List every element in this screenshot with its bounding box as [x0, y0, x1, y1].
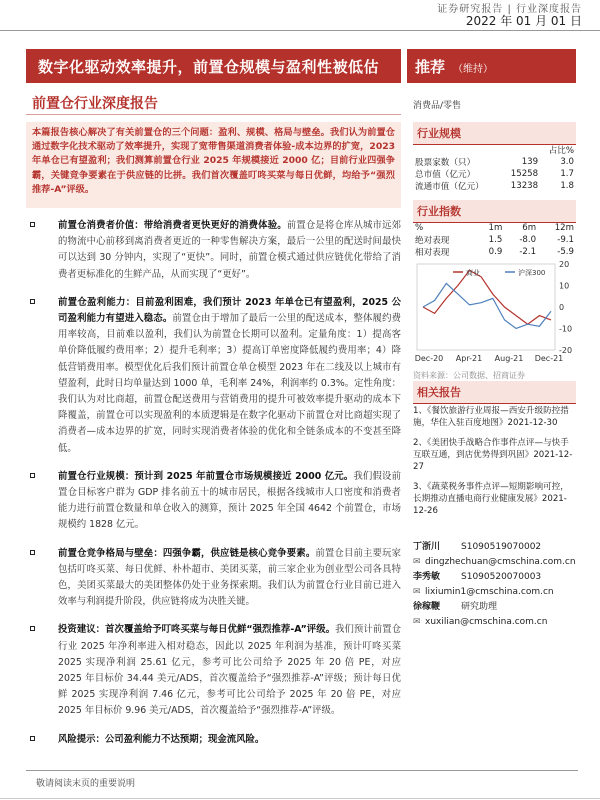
- bullet-text: 我们假设前置仓目标客户群为 GDP 排名前五十的城市居民，根据各线城市人口密度和消费者能力进行前置仓数量和单仓收入的测算，预计 2025 年全国 4642 个前置仓，市场规模约 1828 亿元。: [58, 470, 401, 531]
- legend-label: 沪深300: [518, 269, 546, 277]
- index-cell: 1.5: [488, 235, 503, 245]
- related-report-link[interactable]: 3、《蔬菜税务事件点评—短期影响可控，长期推动直播电商行业健康发展》2021-12-26: [413, 482, 569, 516]
- scale-label: 总市值（亿元）: [415, 170, 476, 180]
- page-bottom-line: [0, 798, 600, 799]
- scale-label: 股票家数（只）: [415, 158, 476, 168]
- analyst-block: [413, 570, 576, 600]
- bullet-lead: 风险提示：公司盈利能力不达预期；现金流风险。: [58, 733, 265, 745]
- x-tick-label: Dec-20: [414, 354, 444, 363]
- analyst-name: 丁浙川: [413, 542, 441, 552]
- bullet-square-icon: [30, 736, 35, 741]
- analyst-name: 徐稼鞭: [413, 602, 441, 612]
- footer-divider: [26, 770, 578, 771]
- email-icon: ✉: [413, 617, 421, 627]
- bullet-square-icon: [30, 473, 35, 478]
- scale-value: 15258: [510, 169, 539, 179]
- series-line-industry: [423, 270, 551, 324]
- chart-source: 资料来源：公司数据、招商证券: [413, 371, 525, 380]
- bullet-text: 我们预计前置仓行业 2025 年净利率进入相对稳态，因此以 2025 年利润为基准，预计叮咚买菜 2025 实现净利润 25.61 亿元，参考可比公司给予 2025 年 20 倍 PE，对应 2025 年目标价 34.44 美元/ADS，首次覆盖给予“强烈推荐-A”评级；预计每日优鲜 2025 实现净利润 7.46 亿元，参考可比公司给予 2025 年 20 倍 PE，对应 2025 年目标价 9.96 美元/ADS，首次覆盖给予“强烈推荐-A”评级。: [58, 624, 401, 717]
- index-cell: -8.0: [519, 235, 537, 245]
- y-tick-label: 0: [559, 303, 565, 312]
- scale-label: 流通市值（亿元）: [415, 182, 484, 192]
- table-row: [413, 234, 576, 246]
- subtitle-divider: [26, 114, 401, 115]
- index-section-header: [413, 200, 576, 223]
- bullet-item: [26, 732, 401, 748]
- related-list: [413, 405, 576, 525]
- industry-tag: 消费品/零售: [413, 101, 462, 111]
- index-title: 行业指数: [417, 205, 461, 218]
- analyst-email[interactable]: xuxilian@cmschina.com.cn: [425, 617, 548, 627]
- scale-pct: 1.7: [560, 169, 574, 179]
- scale-value: 139: [521, 157, 539, 167]
- report-date: 2022 年 01 月 01 日: [465, 14, 582, 28]
- y-tick-label: 20: [559, 260, 570, 269]
- analyst-id: 研究助理: [461, 602, 498, 612]
- bullet-item: [26, 295, 401, 457]
- bullet-square-icon: [30, 299, 35, 304]
- index-cell: -5.9: [557, 247, 574, 257]
- scale-pct: 3.0: [560, 157, 574, 167]
- legend-label: 商业: [466, 269, 480, 277]
- bullet-item: [26, 546, 401, 611]
- scale-value: 13238: [510, 181, 539, 191]
- bullet-text: 前置仓是将仓库从城市远郊的物流中心前移到离消费者更近的一种零售解决方案，最后一公里的配送时间最快可以达到 30 分钟内，实现了“更快”。同时，前置仓模式通过供应链优化带给了消费者更标准化的生鲜产品，从而实现了“更好”。: [58, 220, 401, 280]
- email-icon: ✉: [413, 557, 421, 567]
- x-tick-label: Dec-21: [534, 354, 564, 363]
- scale-table: [413, 144, 576, 192]
- index-cell: -9.1: [557, 235, 574, 245]
- bullet-lead: 前置仓行业规模：预计到 2025 年前置仓市场规模接近 2000 亿元。: [58, 470, 354, 482]
- scale-title: 行业规模: [417, 127, 461, 140]
- summary-text: 本篇报告核心解决了有关前置仓的三个问题：盈利、规模、格局与壁垒。我们认为前置仓通过数字化技术驱动了效率提升，实现了宽带售渠道消费者体验-成本边界的扩宽，2023 年单仓已有望盈利；我们测算前置仓行业 2025 年规模接近 2000 亿；目前行业四强争霸，关键竞争要素在于供应链的比拼。我们首次覆盖叮咚买菜与每日优鲜，均给予“强烈推荐-A”评级。: [32, 127, 395, 195]
- y-tick-label: 10: [559, 281, 570, 291]
- bullet-lead: 前置仓消费者价值：带给消费者更快更好的消费体验。: [58, 220, 287, 231]
- analyst-block: [413, 600, 576, 630]
- index-cell: -2.1: [519, 247, 537, 257]
- bullet-square-icon: [30, 550, 35, 555]
- y-tick-label: -10: [559, 324, 573, 334]
- title-banner: [26, 49, 401, 83]
- email-icon: ✉: [413, 587, 421, 597]
- report-title: 数字化驱动效率提升，前置仓规模与盈利性被低估: [38, 58, 380, 76]
- rating-banner: [407, 49, 576, 83]
- report-subtitle: 前置仓行业深度报告: [32, 96, 158, 112]
- x-tick-label: Apr-21: [455, 354, 483, 363]
- bullet-item: [26, 469, 401, 534]
- analyst-id: S1090520070003: [461, 572, 542, 582]
- summary-box: [26, 122, 401, 208]
- header-divider: [0, 30, 600, 31]
- analyst-id: S1090519070002: [461, 542, 542, 552]
- bullet-item: [26, 218, 401, 283]
- y-tick-label: -20: [559, 346, 573, 355]
- related-report-link[interactable]: 1、《餐饮旅游行业周报—西安升级防控措施，华住入驻百度地图》2021-12-30: [413, 406, 569, 428]
- bullet-item: [26, 622, 401, 719]
- analyst-block: [413, 540, 576, 570]
- analyst-email[interactable]: lixiumin1@cmschina.com.cn: [425, 587, 554, 597]
- index-col-header: 12m: [554, 223, 574, 233]
- bullet-text: 前置仓目前主要玩家包括叮咚买菜、每日优鲜、朴朴超市、美团买菜，前三家企业为创业型公司各具特色，美团买菜最大的美团整体仍处于业务探索期。我们认为前置仓行业目前已进入效率与利润提升阶段，供应链将成为决胜关键。: [58, 547, 401, 608]
- x-tick-label: Aug-21: [494, 354, 524, 363]
- bullet-list: [26, 218, 401, 760]
- index-row-label: 相对表现: [415, 248, 450, 258]
- related-report-link[interactable]: 2、《美团快手战略合作事件点评—与快手互联互通，到店优势得到巩固》2021-12-27: [413, 438, 573, 472]
- index-cell: 0.9: [488, 247, 503, 257]
- analyst-list: [413, 540, 576, 630]
- table-row: [413, 180, 576, 192]
- index-col-header: 6m: [522, 223, 537, 233]
- table-row: [413, 156, 576, 168]
- scale-pct-header: 占比%: [548, 146, 574, 156]
- table-header-row: [413, 222, 576, 234]
- related-title: 相关报告: [417, 386, 461, 399]
- bullet-lead: 前置仓盈利能力：目前盈利困难，我们预计 2023 年单仓已有望盈利，2025 公司盈利能力有望进入稳态。: [58, 296, 401, 325]
- scale-section-header: [413, 122, 576, 145]
- table-row: [413, 246, 576, 258]
- bullet-lead: 投资建议：首次覆盖给予叮咚买菜与每日优鲜“强烈推荐-A”评级。: [58, 624, 336, 636]
- index-col-header: %: [415, 223, 424, 233]
- header-report-type: 证券研究报告 | 行业深度报告: [437, 4, 582, 15]
- bullet-square-icon: [30, 222, 35, 227]
- analyst-email[interactable]: dingzhechuan@cmschina.com.cn: [425, 557, 576, 567]
- analyst-name: 李秀敏: [413, 572, 441, 582]
- index-col-header: 1m: [488, 223, 503, 233]
- table-row: [413, 168, 576, 180]
- bullet-square-icon: [30, 626, 35, 631]
- index-chart: [413, 258, 576, 368]
- related-section-header: [413, 381, 576, 404]
- rating-label: 推荐: [415, 58, 446, 76]
- rating-sub: （维持）: [453, 64, 493, 75]
- footer-note: 敬请阅读末页的重要说明: [36, 779, 136, 789]
- index-table: [413, 222, 576, 258]
- bullet-text: 前置仓由于增加了最后一公里的配送成本，整体履约费用率较高，目前难以盈利，我们认为前置仓长期可以盈利。定量角度：1）提高客单价降低履约费用率；2）提升毛利率；3）提高订单密度降低履约费用率；4）降低营销费用率。模型优化后我们预计前置仓单仓模型 2023 年在二线及以上城市有望盈利，此时日均单量达到 1000 单，毛利率 24%，利润率约 0.3%。定性角度：我们认为对比商超，前置仓配送费用与营销费用的提升可被效率提升驱动的成本下降覆盖，前置仓可以实现盈利的本质逻辑是在数字化驱动下前置仓对比商超实现了消费者—成本边界的扩宽，同时实现消费者体验的优化和全链条成本的不变甚至降低。: [58, 313, 401, 454]
- scale-pct: 1.8: [560, 181, 574, 191]
- index-row-label: 绝对表现: [415, 236, 450, 246]
- bullet-lead: 前置仓竞争格局与壁垒：四强争霸，供应链是核心竞争要素。: [58, 547, 316, 559]
